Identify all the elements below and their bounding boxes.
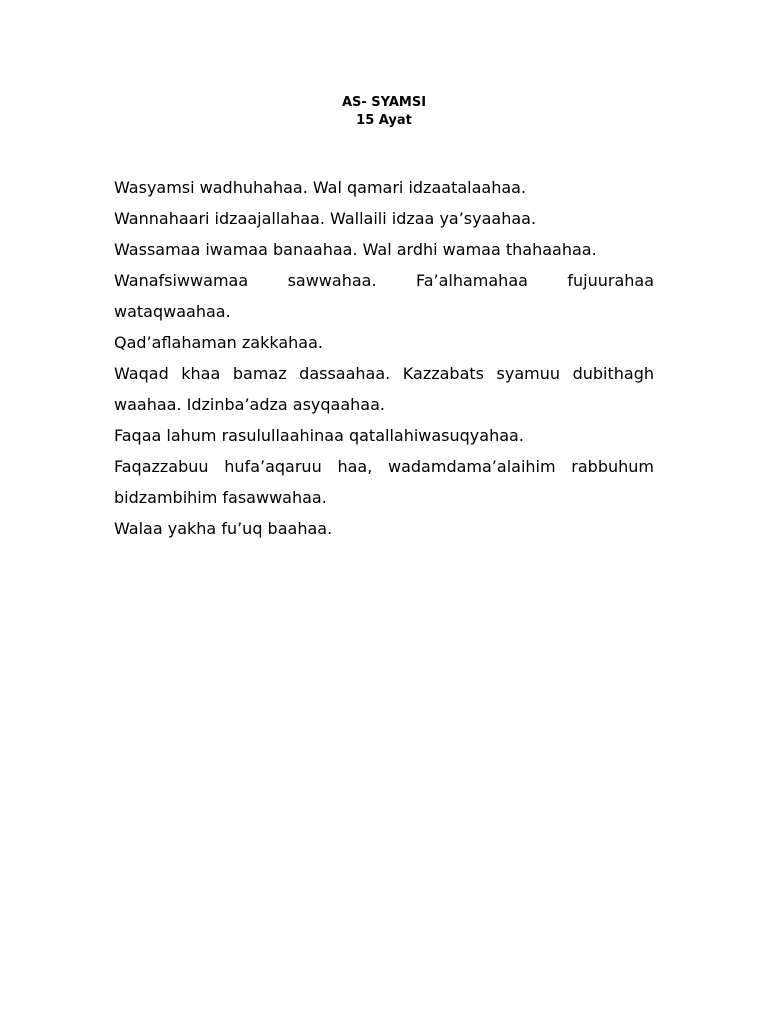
verse-paragraph-9: Walaa yakha fu’uq baahaa. <box>114 519 333 538</box>
verse-paragraph-2: Wannahaari idzaajallahaa. Wallaili idzaa ya’syaahaa. <box>114 209 537 228</box>
heading-block <box>0 94 768 130</box>
verse-paragraph-8: Faqazzabuu hufa’aqaruu haa, wadamdama’alaihim rabbuhum bidzambihim fasawwahaa. <box>114 457 654 507</box>
verse-paragraph-5: Qad’aflahaman zakkahaa. <box>114 333 323 352</box>
verse-paragraph-1: Wasyamsi wadhuhahaa. Wal qamari idzaatalaahaa. <box>114 178 527 197</box>
verse-text-block <box>114 172 654 544</box>
verse-paragraph-6: Waqad khaa bamaz dassaahaa. Kazzabats syamuu dubithagh waahaa. Idzinba’adza asyqaahaa. <box>114 364 654 414</box>
document-title: AS- SYAMSI <box>341 95 427 110</box>
verse-paragraph-3: Wassamaa iwamaa banaahaa. Wal ardhi wamaa thahaahaa. <box>114 240 597 259</box>
verse-paragraph-7: Faqaa lahum rasulullaahinaa qatallahiwasuqyahaa. <box>114 426 524 445</box>
document-subtitle: 15 Ayat <box>356 113 412 128</box>
verse-paragraph-4: Wanafsiwwamaa sawwahaa. Fa’alhamahaa fujuurahaa wataqwaahaa. <box>114 271 654 321</box>
